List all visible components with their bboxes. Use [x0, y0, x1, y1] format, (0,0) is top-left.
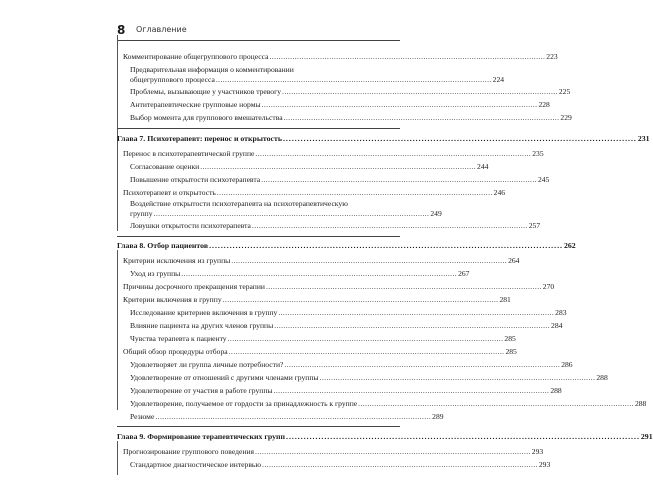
chapter-divider — [117, 426, 400, 427]
toc-entry-page: 249 — [430, 209, 442, 218]
leader-dots: ........................................................................................................................ — [278, 308, 555, 317]
toc-entry-page: 225 — [558, 87, 571, 96]
toc-entry-page: 235 — [532, 149, 544, 158]
leader-dots: ........................................................................................................................ — [319, 373, 596, 382]
toc-entry[interactable] — [123, 52, 558, 62]
toc-chapter-entry[interactable] — [117, 241, 576, 251]
toc-entry-page: 289 — [432, 412, 444, 421]
toc-entry-title: Исследование критериев включения в группу — [130, 308, 278, 317]
toc-entry-page: 229 — [560, 113, 572, 122]
leader-dots: ........................................................................................................................ — [200, 162, 477, 171]
leader-dots: ........................................................................................................................ — [215, 75, 492, 84]
toc-entry[interactable] — [123, 256, 520, 266]
toc-entry[interactable] — [123, 347, 517, 357]
toc-entry-page: 244 — [477, 162, 489, 171]
toc-entry-title: Удовлетворение от участия в работе группы — [130, 386, 273, 395]
toc-entry-page: 283 — [555, 308, 567, 317]
toc-entry-title: Влияние пациента на других членов группы — [130, 321, 274, 330]
toc-entry-title: Причины досрочного прекращения терапии — [123, 282, 265, 291]
toc-entry-title: Ловушки открытости психотерапевта — [130, 221, 251, 230]
leader-dots: ........................................................................................................................ — [209, 241, 563, 250]
leader-dots: ........................................................................................................................ — [261, 100, 538, 109]
toc-entry[interactable] — [130, 334, 516, 344]
leader-dots: ........................................................................................................................ — [153, 209, 430, 218]
toc-entry-title: Удовлетворение от отношений с другими членами группы — [130, 373, 319, 382]
toc-entry[interactable] — [130, 399, 647, 409]
toc-entry[interactable] — [130, 87, 571, 97]
chapter-divider — [117, 128, 400, 129]
toc-entry-title: Психотерапевт и открытость — [123, 188, 216, 197]
leader-dots: ........................................................................................................................ — [265, 282, 542, 291]
leader-dots: ........................................................................................................................ — [255, 149, 532, 158]
toc-entry-title: Выбор момента для группового вмешательства — [130, 113, 283, 122]
running-title: Оглавление — [136, 25, 187, 34]
toc-entry-title: Антитерапевтические групповые нормы — [130, 100, 261, 109]
leader-dots: ........................................................................................................................ — [358, 399, 634, 408]
toc-entry-title: Чувства терапевта к пациенту — [130, 334, 227, 343]
toc-entry-title: Критерии включения в группу — [123, 295, 222, 304]
toc-chapter-page: 231 — [637, 134, 650, 143]
toc-entry[interactable] — [123, 295, 511, 305]
toc-chapter-title: Глава 9. Формирование терапевтических групп — [117, 432, 285, 441]
toc-chapter-title: Глава 7. Психотерапевт: перенос и открытость — [117, 134, 282, 143]
toc-entry-page: 286 — [561, 360, 573, 369]
toc-entry-page: 288 — [634, 399, 647, 408]
toc-entry-title: группу — [130, 209, 153, 218]
leader-dots: ........................................................................................................................ — [286, 432, 640, 441]
leader-dots: ........................................................................................................................ — [227, 334, 504, 343]
leader-dots: ........................................................................................................................ — [273, 386, 550, 395]
toc-entry-page: 228 — [538, 100, 550, 109]
toc-entry-page: 267 — [458, 269, 470, 278]
toc-entry[interactable] — [130, 360, 573, 370]
leader-dots: ........................................................................................................................ — [181, 269, 458, 278]
chapter-divider — [117, 236, 400, 237]
toc-entry-page: 257 — [528, 221, 541, 230]
toc-entry-title: общегруппового процесса — [130, 75, 215, 84]
toc-entry-page: 224 — [492, 75, 505, 84]
toc-entry-title: Удовлетворяет ли группа личные потребности? — [130, 360, 284, 369]
toc-entry[interactable] — [130, 199, 442, 219]
toc-chapter-entry[interactable] — [117, 432, 653, 442]
toc-entry[interactable] — [130, 65, 505, 85]
toc-entry-page: 270 — [542, 282, 555, 291]
toc-entry[interactable] — [130, 100, 550, 110]
leader-dots: ........................................................................................................................ — [254, 447, 531, 456]
toc-entry-page: 293 — [531, 447, 544, 456]
toc-entry[interactable] — [130, 269, 470, 279]
leader-dots: ........................................................................................................................ — [269, 52, 546, 61]
toc-entry-title: Стандартное диагностическое интервью — [130, 460, 262, 469]
toc-entry-title: Уход из группы — [130, 269, 181, 278]
toc-entry[interactable] — [123, 447, 544, 457]
leader-dots: ........................................................................................................................ — [251, 221, 528, 230]
leader-dots: ........................................................................................................................ — [262, 460, 538, 469]
leader-dots: ........................................................................................................................ — [274, 321, 551, 330]
section-bar — [117, 35, 118, 150]
leader-dots: ........................................................................................................................ — [284, 360, 561, 369]
leader-dots: ........................................................................................................................ — [228, 347, 505, 356]
toc-entry-page: 288 — [596, 373, 608, 382]
section-bar — [117, 441, 118, 475]
toc-entry-title: Комментирование общегруппового процесса — [123, 52, 269, 61]
leader-dots: ........................................................................................................................ — [222, 295, 499, 304]
toc-entry[interactable] — [130, 386, 562, 396]
toc-entry-title: Критерии исключения из группы — [123, 256, 231, 265]
toc-entry-page: 245 — [537, 175, 550, 184]
toc-entry-page: 285 — [505, 347, 517, 356]
leader-dots: ........................................................................................................................ — [231, 256, 508, 265]
toc-entry-title: Общий обзор процедуры отбора — [123, 347, 228, 356]
toc-entry[interactable] — [130, 221, 541, 231]
toc-entry-title: Повышение открытости психотерапевта — [130, 175, 261, 184]
toc-chapter-page: 291 — [640, 432, 653, 441]
toc-entry-title-line1: Воздействие открытости психотерапевта на психотерапевтическую — [130, 199, 348, 208]
toc-entry-title-line1: Предварительная информация о комментировании — [130, 65, 294, 74]
toc-entry-page: 281 — [499, 295, 511, 304]
leader-dots: ........................................................................................................................ — [283, 113, 560, 122]
toc-entry[interactable] — [130, 373, 608, 383]
leader-dots: ........................................................................................................................ — [261, 175, 537, 184]
toc-chapter-title: Глава 8. Отбор пациентов — [117, 241, 209, 250]
toc-entry[interactable] — [130, 460, 551, 470]
toc-entry[interactable] — [130, 162, 489, 172]
toc-entry-title: Перенос в психотерапевтической группе — [123, 149, 255, 158]
toc-entry-title: Удовлетворение, получаемое от гордости за принадлежность к группе — [130, 399, 358, 408]
toc-entry-page: 293 — [538, 460, 551, 469]
toc-entry-page: 223 — [546, 52, 558, 61]
toc-entry[interactable] — [130, 412, 444, 422]
toc-entry-title: Резюме — [130, 412, 155, 421]
toc-entry[interactable] — [130, 308, 567, 318]
toc-entry[interactable] — [123, 282, 555, 292]
toc-entry-title: Проблемы, вызывающие у участников тревогу — [130, 87, 282, 96]
toc-entry-page: 288 — [550, 386, 562, 395]
toc-entry-page: 246 — [493, 188, 506, 197]
toc-entry-title: Прогнозирование группового поведения — [123, 447, 254, 456]
toc-entry-page: 284 — [551, 321, 563, 330]
toc-entry-title: Согласование оценки — [130, 162, 200, 171]
toc-entry[interactable] — [123, 149, 544, 159]
toc-entry[interactable] — [123, 188, 506, 198]
toc-chapter-page: 262 — [563, 241, 576, 250]
toc-entry-page: 285 — [504, 334, 516, 343]
toc-chapter-entry[interactable] — [117, 134, 650, 144]
section-bar — [117, 143, 118, 231]
leader-dots: ........................................................................................................................ — [282, 87, 558, 96]
toc-entry[interactable] — [130, 321, 563, 331]
page-number: 8 — [117, 23, 126, 37]
toc-entry-page: 264 — [508, 256, 520, 265]
leader-dots: ........................................................................................................................ — [155, 412, 432, 421]
leader-dots: ........................................................................................................................ — [282, 134, 637, 143]
toc-entry[interactable] — [130, 113, 572, 123]
section-bar — [117, 250, 118, 410]
leader-dots: ........................................................................................................................ — [216, 188, 493, 197]
toc-entry[interactable] — [130, 175, 550, 185]
